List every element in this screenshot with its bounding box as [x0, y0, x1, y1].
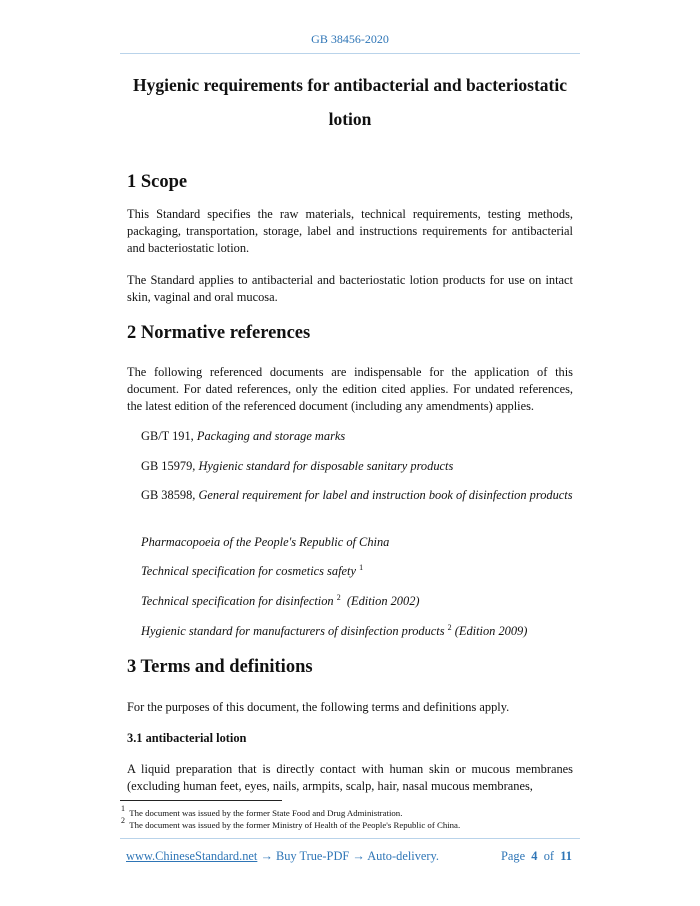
- scope-paragraph-2: The Standard applies to antibacterial and bacteriostatic lotion products for use on intact skin, vaginal and oral mucosa.: [127, 273, 573, 304]
- footnote-divider: [120, 800, 282, 801]
- footnote: [121, 816, 461, 831]
- reference-item: [141, 458, 573, 475]
- ref-edition: (Edition 2009): [454, 624, 528, 638]
- section-heading-scope: 1 Scope: [127, 172, 188, 192]
- page-indicator: [501, 849, 572, 864]
- footer-promo: [126, 849, 439, 864]
- delivery-text: Auto-delivery.: [367, 849, 440, 863]
- ref-title: General requirement for label and instruction book of disinfection products: [198, 488, 573, 502]
- footnote-text: The document was issued by the former Ministry of Health of the People's Republic of China.: [129, 820, 461, 830]
- footnote-ref: 2: [447, 623, 452, 632]
- normative-paragraph: The following referenced documents are indispensable for the application of this document. For dated references, only the edition cited applies. For undated references, the latest edition of the referenced document (including any amendments) applies.: [127, 365, 573, 413]
- total-pages: 11: [560, 849, 572, 863]
- header-divider: [120, 53, 580, 54]
- ref-code: GB 15979,: [141, 459, 199, 473]
- ref-title: Hygienic standard for disposable sanitary products: [198, 459, 454, 473]
- arrow-icon: →: [260, 849, 273, 863]
- ref-title: Hygienic standard for manufacturers of disinfection products: [141, 624, 448, 638]
- section-heading-terms: 3 Terms and definitions: [127, 657, 313, 677]
- ref-title: Packaging and storage marks: [196, 429, 346, 443]
- ref-code: GB/T 191,: [141, 429, 197, 443]
- doc-title-line2: lotion: [328, 109, 372, 129]
- reference-item: [141, 593, 573, 610]
- footer-divider: [120, 838, 580, 839]
- reference-item: [141, 487, 573, 504]
- doc-title-line1: Hygienic requirements for antibacterial and bacteriostatic: [132, 75, 568, 95]
- footnote-text: The document was issued by the former State Food and Drug Administration.: [129, 808, 403, 818]
- scope-paragraph-1: This Standard specifies the raw materials, technical requirements, testing methods, packaging, transportation, storage, label and instructions requirements for antibacterial and bacteriostatic lotion.: [127, 207, 573, 255]
- ref-title: Pharmacopoeia of the People's Republic of China: [141, 535, 390, 549]
- subsection-heading: 3.1 antibacterial lotion: [127, 731, 247, 745]
- of-label: of: [543, 849, 555, 863]
- section-heading-normative: 2 Normative references: [127, 323, 311, 343]
- reference-item: [141, 534, 573, 551]
- footnote-ref: 1: [359, 563, 364, 572]
- current-page: 4: [531, 849, 538, 863]
- page-label: Page: [501, 849, 526, 863]
- footnote-mark: 1: [121, 804, 125, 813]
- terms-paragraph: For the purposes of this document, the following terms and definitions apply.: [127, 700, 510, 714]
- ref-title: Technical specification for cosmetics safety: [141, 564, 360, 578]
- reference-item: [141, 428, 573, 445]
- footnote: [121, 804, 403, 819]
- reference-item: [141, 563, 573, 580]
- website-link[interactable]: www.ChineseStandard.net: [126, 849, 258, 863]
- doc-number-header: GB 38456-2020: [311, 32, 389, 46]
- ref-title: Technical specification for disinfection: [141, 594, 337, 608]
- ref-code: GB 38598,: [141, 488, 199, 502]
- buy-text: Buy True-PDF: [275, 849, 350, 863]
- definition-paragraph: A liquid preparation that is directly contact with human skin or mucous membranes (excluding human feet, eyes, nails, armpits, scalp, hair, nasal mucous membranes,: [127, 762, 573, 793]
- reference-item: [141, 623, 573, 640]
- footnote-mark: 2: [121, 816, 125, 825]
- ref-edition: (Edition 2002): [346, 594, 420, 608]
- arrow-icon: →: [352, 849, 365, 863]
- footnote-ref: 2: [336, 593, 341, 602]
